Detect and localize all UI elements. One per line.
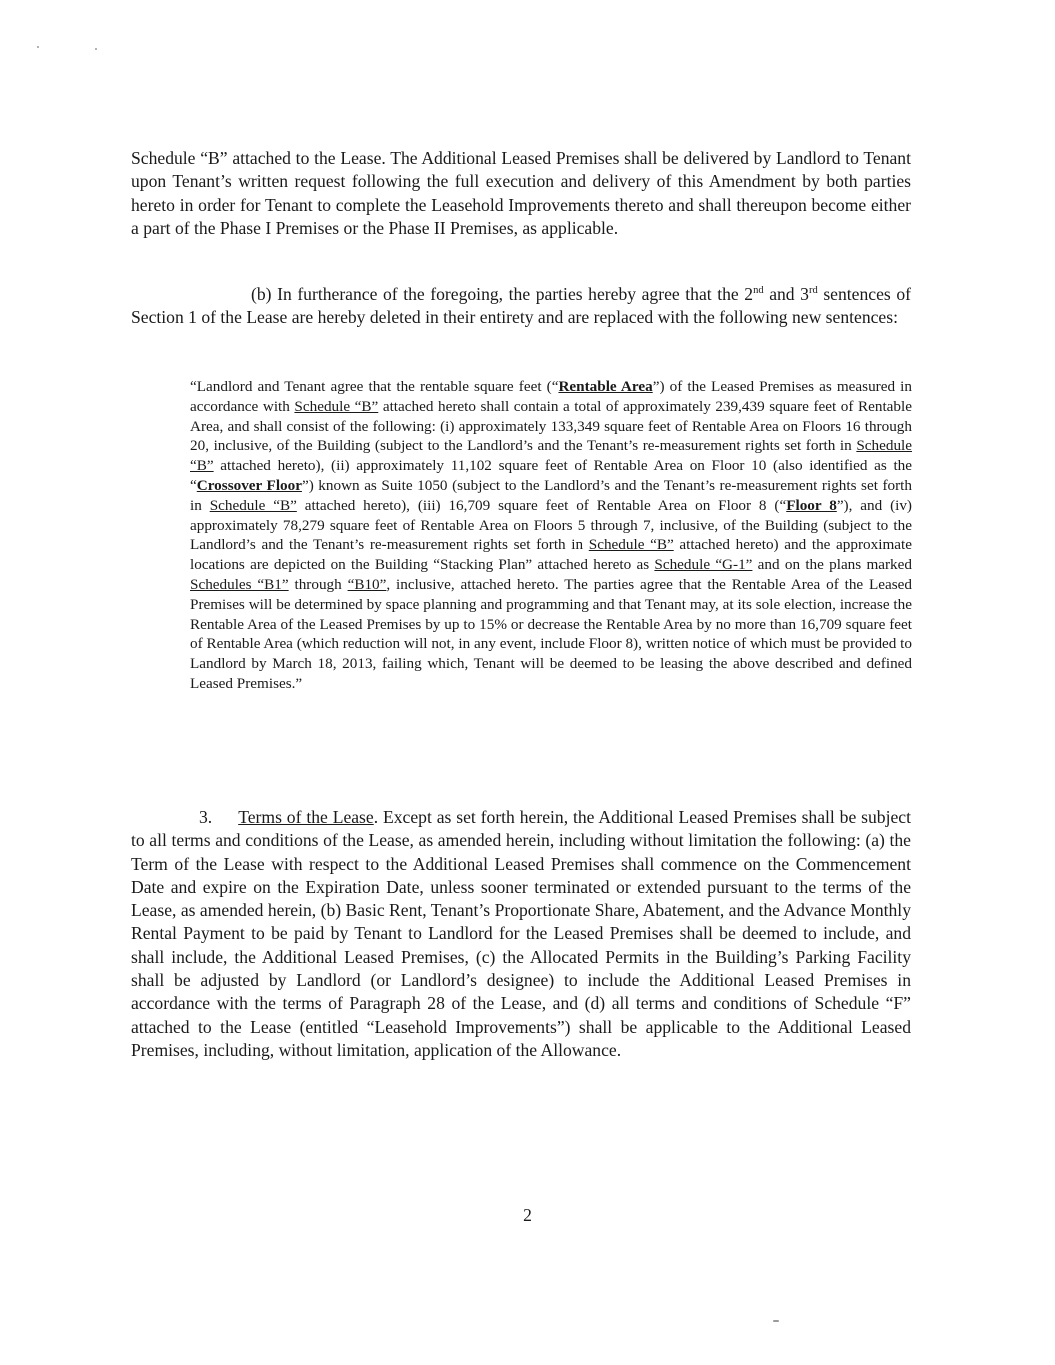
paragraph-text: and 3 <box>763 284 809 304</box>
defined-term-crossover-floor: Crossover Floor <box>196 476 302 494</box>
defined-term-rentable-area: Rentable Area <box>558 378 653 395</box>
quote-text: ”) of the Leased Premises as measured in accordance with <box>190 378 912 415</box>
quote-text: ”) known as Suite 1050 (subject to the Landlord’s and the Tenant’s re-measurement rights set forth in <box>190 476 912 514</box>
ordinal-suffix: nd <box>753 285 764 297</box>
schedule-reference: Schedule “B” <box>588 536 674 554</box>
paragraph-text: sentences of Section 1 of the Lease are hereby deleted in their entirety and are replaced with the following new sentences: <box>131 284 911 328</box>
quote-text: attached hereto shall contain a total of approximately 239,439 square feet of Rentable Area, and shall consist of the following: (i) approximately 133,349 square feet of Rentable Area on Floors 16 through 20, inclusive, of the Building (subject to the Landlord’s and the Tenant’s re-measurement rights set forth in <box>190 397 912 455</box>
ordinal-suffix: rd <box>808 285 818 297</box>
schedule-reference: Schedule “B” <box>209 496 297 514</box>
paragraph-text: (b) In furtherance of the foregoing, the parties hereby agree that the 2 <box>251 284 754 304</box>
quote-text: ”), and (iv) approximately 78,279 square feet of Rentable Area on Floors 5 through 7, inclusive, of the Building (subject to the Landlord’s and the Tenant’s re-measurement rights set forth in <box>190 496 912 554</box>
scan-speck <box>773 1320 779 1322</box>
section-number: 3. <box>199 807 213 827</box>
quote-text: , inclusive, attached hereto. The parties agree that the Rentable Area of the Leased Premises will be determined by space planning and programming and that Tenant may, at its sole election, increase the Rentable Area of the Leased Premises by up to 15% or decrease the Rentable Area by no more than 16,709 square feet of Rentable Area (which reduction will not, in any event, include Floor 8), written notice of which must be provided to Landlord by March 18, 2013, failing which, Tenant will be deemed to be leasing the above described and defined Leased Premises.” <box>190 575 912 692</box>
quote-text: and on the plans marked <box>752 556 912 574</box>
paragraph-schedule-b-delivery <box>131 147 911 240</box>
schedule-reference: “B10” <box>347 575 387 593</box>
scan-speck <box>95 48 97 50</box>
defined-term-floor-8: Floor 8 <box>786 496 837 514</box>
schedule-reference: Schedule “G-1” <box>654 556 753 574</box>
paragraph-section-1-amendment <box>131 283 911 330</box>
quote-text: attached hereto) and the approximate locations are depicted on the Building “Stacking Plan” attached hereto as <box>190 536 912 574</box>
quote-text: through <box>288 575 348 593</box>
schedule-reference: Schedules “B1” <box>190 575 289 593</box>
quoted-new-sentences <box>190 377 912 694</box>
quote-text: attached hereto), (ii) approximately 11,102 square feet of Rentable Area on Floor 10 (also identified as the “ <box>190 457 912 494</box>
section-3-terms-of-lease <box>131 806 911 1062</box>
schedule-reference: Schedule “B” <box>294 397 379 415</box>
paragraph-text: . Except as set forth herein, the Additional Leased Premises shall be subject to all terms and conditions of the Lease, as amended herein, including without limitation the following: (a) the Term of the Lease with respect to the Additional Leased Premises shall commence on the Commencement Date and expire on the Expiration Date, unless sooner terminated or extended pursuant to the terms of the Lease, as amended herein, (b) Basic Rent, Tenant’s Proportionate Share, Abatement, and the Advance Monthly Rental Payment to be paid by Tenant to Landlord for the Leased Premises shall be deemed to include, and shall include, the Additional Leased Premises, (c) the Allocated Permits in the Building’s Parking Facility shall be adjusted by Landlord (or Landlord’s designee) to include the Additional Leased Premises in accordance with the terms of Paragraph 28 of the Lease, and (d) all terms and conditions of Schedule “F” attached to the Lease (entitled “Leasehold Improvements”) shall be applicable to the Additional Leased Premises, including, without limitation, application of the Allowance. <box>131 807 911 1060</box>
paragraph-text: Schedule “B” attached to the Lease. The Additional Leased Premises shall be delivered by Landlord to Tenant upon Tenant’s written request following the full execution and delivery of this Amendment by both parties hereto in order for Tenant to complete the Leasehold Improvements thereto and shall thereupon become either a part of the Phase I Premises or the Phase II Premises, as applicable. <box>131 148 911 238</box>
quote-text: attached hereto), (iii) 16,709 square feet of Rentable Area on Floor 8 (“ <box>296 496 787 514</box>
section-heading: Terms of the Lease <box>238 807 374 827</box>
quote-text: “Landlord and Tenant agree that the rentable square feet (“ <box>190 378 559 395</box>
page-number: 2 <box>523 1205 532 1225</box>
scan-speck <box>37 46 39 48</box>
schedule-reference: Schedule “B” <box>190 437 912 475</box>
